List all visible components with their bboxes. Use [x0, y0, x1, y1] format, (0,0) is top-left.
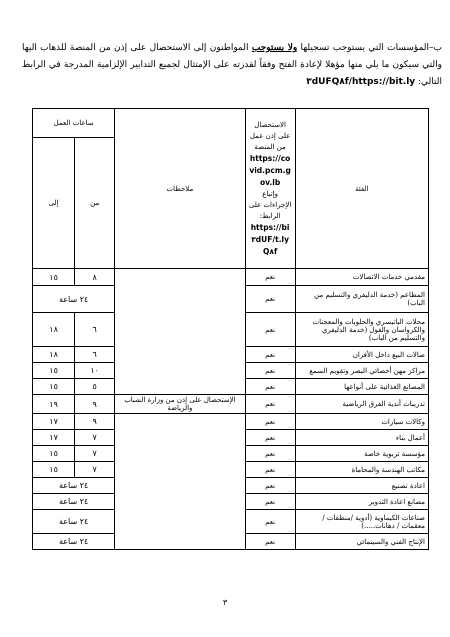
notes-cell: الإستحصال على إذن من وزارة الشباب والرياضة	[115, 395, 245, 414]
table-row	[33, 494, 429, 510]
table-row	[33, 534, 429, 550]
hours-to-cell: ١٥	[33, 379, 75, 395]
permit-text-2: وإتباع الإجراءات على الرابط:	[248, 189, 292, 220]
table-row	[33, 414, 429, 430]
categories-table	[32, 108, 429, 550]
table-row	[33, 313, 429, 347]
hours-to-cell: ١٨	[33, 347, 75, 363]
category-cell: مصانع اعادة التدوير	[295, 494, 428, 510]
hours-full-cell: ٢٤ ساعة	[33, 286, 115, 313]
notes-cell	[115, 286, 245, 313]
hours-from-cell: ٧	[75, 446, 115, 462]
notes-cell	[115, 313, 245, 347]
hours-to-cell: ١٥	[33, 363, 75, 379]
permit-cell: نعم	[245, 395, 295, 414]
hours-full-cell: ٢٤ ساعة	[33, 494, 115, 510]
notes-cell	[115, 478, 245, 494]
category-cell: مقدمي خدمات الاتصالات	[295, 269, 428, 286]
hours-from-cell: ٧	[75, 462, 115, 478]
table-body	[33, 269, 429, 550]
category-cell: المصانع الغذائية على أنواعها	[295, 379, 428, 395]
hours-from-cell: ٨	[75, 269, 115, 286]
table-row	[33, 379, 429, 395]
intro-link[interactable]: https://bit.ly/٣dUFQ٨f	[306, 77, 416, 87]
intro-part1: ب–المؤسسات التي يستوجب تسجيلها	[297, 43, 442, 53]
header-permit	[245, 109, 295, 269]
category-cell: المطاعم (خدمة الدليفري والتسليم من الباب)	[295, 286, 428, 313]
table-row	[33, 446, 429, 462]
permit-cell: نعم	[245, 446, 295, 462]
permit-cell: نعم	[245, 494, 295, 510]
page-number: ٣	[222, 598, 228, 607]
hours-full-cell: ٢٤ ساعة	[33, 478, 115, 494]
permit-cell: نعم	[245, 363, 295, 379]
notes-cell	[115, 534, 245, 550]
hours-from-cell: ٩	[75, 395, 115, 414]
notes-cell	[115, 379, 245, 395]
permit-url-2[interactable]: https://bit.ly/٣dUFQ٨f	[250, 222, 290, 256]
header-to: إلى	[33, 138, 75, 269]
category-cell: صالات البيع داخل الأفران	[295, 347, 428, 363]
hours-full-cell: ٢٤ ساعة	[33, 510, 115, 534]
category-cell: محلات الباتيسري والحلويات والمعجنات والكرواسان والفول (خدمة الدليفري والتسليم من الباب)	[295, 313, 428, 347]
notes-cell	[115, 430, 245, 446]
permit-cell: نعم	[245, 286, 295, 313]
permit-cell: نعم	[245, 430, 295, 446]
header-category: الفئة	[295, 109, 428, 269]
hours-from-cell: ١٠	[75, 363, 115, 379]
hours-from-cell: ٦	[75, 313, 115, 347]
table-row	[33, 510, 429, 534]
permit-cell: نعم	[245, 510, 295, 534]
table-row	[33, 286, 429, 313]
table-row	[33, 395, 429, 414]
category-cell: اعادة تصنيع	[295, 478, 428, 494]
table-row	[33, 347, 429, 363]
table-row	[33, 430, 429, 446]
permit-cell: نعم	[245, 414, 295, 430]
category-cell: تدريبات أندية الفرق الرياضية	[295, 395, 428, 414]
header-from: من	[75, 138, 115, 269]
notes-cell	[115, 347, 245, 363]
permit-cell: نعم	[245, 534, 295, 550]
hours-to-cell: ١٨	[33, 313, 75, 347]
hours-from-cell: ٦	[75, 347, 115, 363]
permit-cell: نعم	[245, 478, 295, 494]
permit-cell: نعم	[245, 462, 295, 478]
hours-from-cell: ٥	[75, 379, 115, 395]
hours-to-cell: ١٥	[33, 269, 75, 286]
permit-url-1[interactable]: https://covid.pcm.gov.lb	[249, 153, 291, 187]
header-notes: ملاحظات	[115, 109, 245, 269]
intro-paragraph	[22, 40, 442, 91]
hours-to-cell: ١٧	[33, 414, 75, 430]
category-cell: مكاتب الهندسة والمحاماة	[295, 462, 428, 478]
permit-cell: نعم	[245, 269, 295, 286]
hours-from-cell: ٧	[75, 430, 115, 446]
header-hours: ساعات العمل	[33, 109, 115, 138]
category-cell: الإنتاج الفني والسينمائي	[295, 534, 428, 550]
intro-emphasis: ولا يستوجب	[251, 43, 298, 53]
hours-to-cell: ١٥	[33, 462, 75, 478]
permit-cell: نعم	[245, 347, 295, 363]
table-row	[33, 462, 429, 478]
hours-to-cell: ١٥	[33, 446, 75, 462]
table-row	[33, 363, 429, 379]
category-cell: صناعات الكيماوية (أدوية /منظفات / معقمات / دهانات.....)	[295, 510, 428, 534]
category-cell: وكالات سيارات	[295, 414, 428, 430]
table-row	[33, 269, 429, 286]
notes-cell	[115, 363, 245, 379]
notes-cell	[115, 446, 245, 462]
notes-cell	[115, 462, 245, 478]
notes-cell	[115, 510, 245, 534]
notes-cell	[115, 414, 245, 430]
permit-cell: نعم	[245, 379, 295, 395]
intro-part2: المواطنون إلى الاستحصال على إذن من المنصة للذهاب اليها والتي سيكون ما يلي منها مؤهلا لإعادة الفتح وفقاً لقدرته على الإمتثال لجميع التدابير الإلزامية المدرجة في الرابط التالي:	[22, 43, 442, 87]
hours-from-cell: ٩	[75, 414, 115, 430]
notes-cell	[115, 494, 245, 510]
category-cell: أعمال بناء	[295, 430, 428, 446]
hours-to-cell: ١٧	[33, 430, 75, 446]
category-cell: مؤسسة تربوية خاصة	[295, 446, 428, 462]
table-row	[33, 478, 429, 494]
permit-cell: نعم	[245, 313, 295, 347]
table-header-row	[33, 109, 429, 138]
category-cell: مراكز مهن أخصائي البصر وتقويم السمع	[295, 363, 428, 379]
hours-full-cell: ٢٤ ساعة	[33, 534, 115, 550]
hours-to-cell: ١٩	[33, 395, 75, 414]
permit-text-1: الاستحصال على إذن عمل من المنصة	[249, 120, 291, 151]
notes-cell	[115, 269, 245, 286]
